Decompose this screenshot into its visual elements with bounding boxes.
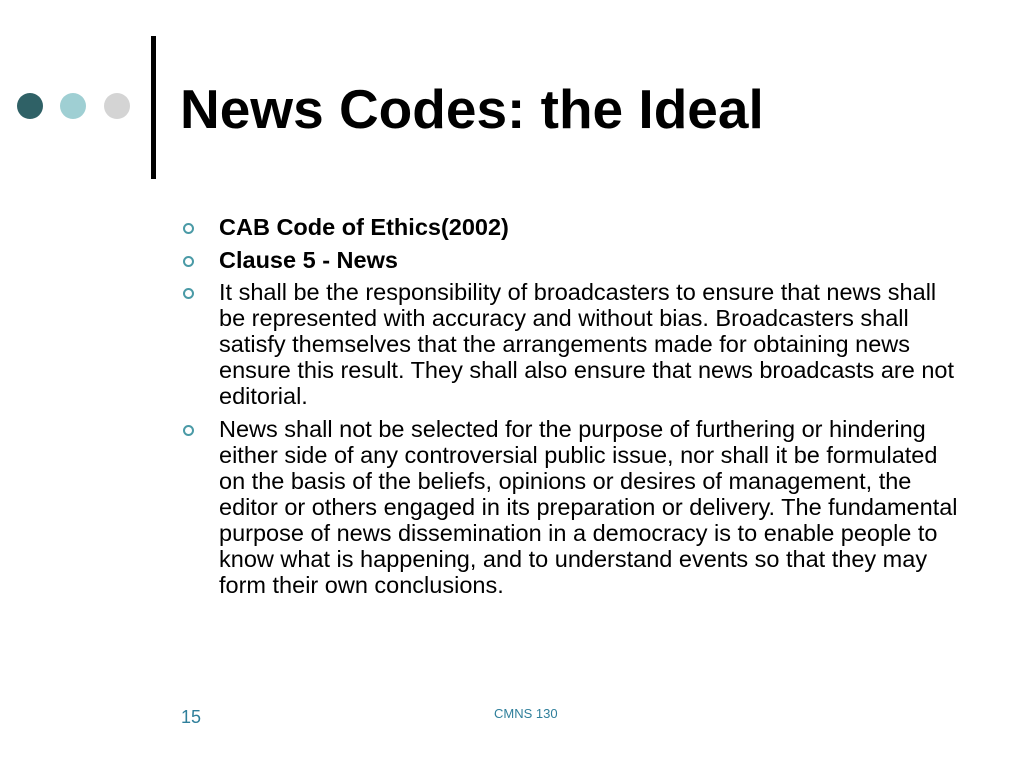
- bullet-circle-icon: [183, 425, 194, 436]
- slide-title: News Codes: the Ideal: [180, 78, 764, 140]
- bullet-item: [182, 279, 962, 409]
- bullet-circle-icon: [183, 223, 194, 234]
- footer-course-label: CMNS 130: [494, 706, 558, 721]
- bullet-text: CAB Code of Ethics(2002): [219, 214, 509, 240]
- page-number: 15: [181, 707, 202, 727]
- bullet-text: News shall not be selected for the purpose of furthering or hindering either side of any controversial public issue, nor shall it be formulated on the basis of the beliefs, opinions or desires of management, the editor or others engaged in its preparation or delivery. The fundamental purpose of news dissemination in a democracy is to enable people to know what is happening, and to understand events so that they may form their own conclusions.: [219, 415, 958, 598]
- bullet-item: [182, 247, 962, 273]
- bullet-item: [182, 416, 962, 598]
- bullet-list: [182, 214, 962, 604]
- bullet-item: [182, 214, 962, 240]
- bullet-text: Clause 5 - News: [219, 246, 398, 273]
- decorative-dot-light: [60, 93, 86, 119]
- bullet-circle-icon: [183, 256, 194, 267]
- bullet-circle-icon: [183, 288, 194, 299]
- bullet-text: It shall be the responsibility of broadcasters to ensure that news shall be represented with accuracy and without bias. Broadcasters shall satisfy themselves that the arrangements made for obtaining news ensure this result. They shall also ensure that news broadcasts are not editorial.: [219, 279, 954, 409]
- decorative-dot-dark: [17, 93, 43, 119]
- title-divider: [151, 36, 156, 179]
- decorative-dot-grey: [104, 93, 130, 119]
